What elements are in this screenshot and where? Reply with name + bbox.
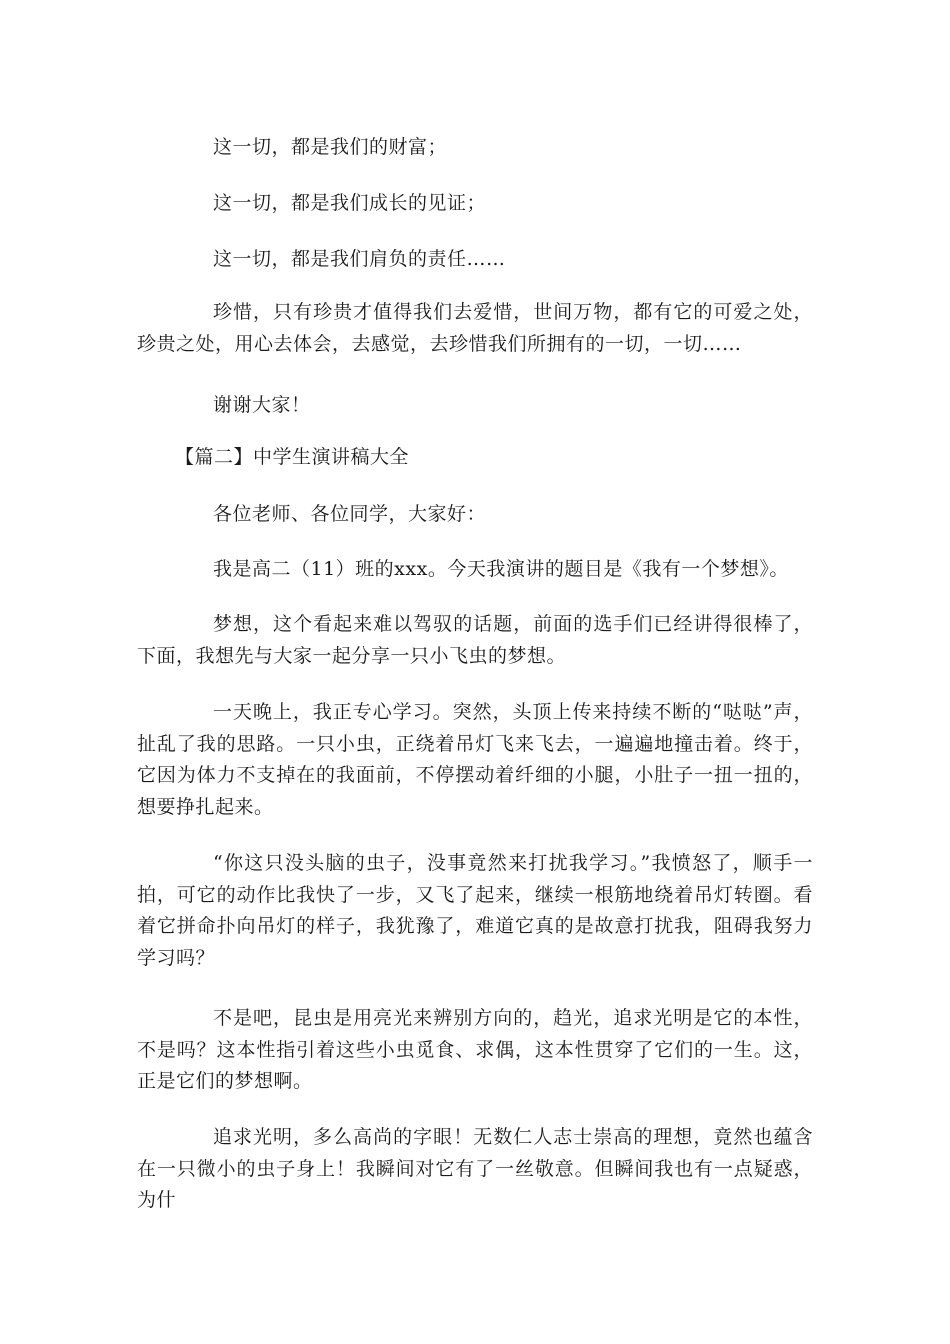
paragraph-cherish: 珍惜，只有珍贵才值得我们去爱惜，世间万物，都有它的可爱之处，珍贵之处，用心去体会，去感觉，去珍惜我们所拥有的一切，一切…… (137, 301, 813, 355)
text-line-wealth: 这一切，都是我们的财富； (213, 136, 448, 158)
text-line-responsibility: 这一切，都是我们肩负的责任…… (213, 248, 506, 270)
intro-line: 我是高二（11）班的xxx。今天我演讲的题目是《我有一个梦想》。 (213, 558, 789, 580)
paragraph-anger: “你这只没头脑的虫子，没事竟然来打扰我学习。”我愤怒了，顺手一拍，可它的动作比我快了一步，又飞了起来，继续一根筋地绕着吊灯转圈。看着它拼命扑向吊灯的样子，我犹豫了，难道它真的是故意打扰我，阻碍我努力学习吗？ (137, 852, 813, 969)
paragraph-pursuit: 追求光明，多么高尚的字眼！无数仁人志士崇高的理想，竟然也蕴含在一只微小的虫子身上！我瞬间对它有了一丝敬意。但瞬间我也有一点疑惑，为什 (137, 1126, 813, 1211)
paragraph-dream: 梦想，这个看起来难以驾驭的话题，前面的选手们已经讲得很棒了，下面，我想先与大家一起分享一只小飞虫的梦想。 (137, 613, 813, 667)
text-line-thanks: 谢谢大家！ (213, 394, 311, 416)
greeting: 各位老师、各位同学，大家好： (213, 503, 487, 525)
section-heading: 【篇二】中学生演讲稿大全 (175, 446, 410, 468)
text-line-growth: 这一切，都是我们成长的见证； (213, 192, 487, 214)
paragraph-light: 不是吧，昆虫是用亮光来辨别方向的，趋光，追求光明是它的本性，不是吗？这本性指引着这些小虫觅食、求偶，这本性贯穿了它们的一生。这，正是它们的梦想啊。 (137, 1007, 813, 1092)
paragraph-night: 一天晚上，我正专心学习。突然，头顶上传来持续不断的“哒哒”声，扯乱了我的思路。一只小虫，正绕着吊灯飞来飞去，一遍遍地撞击着。终于，它因为体力不支掉在的我面前，不停摆动着纤细的小腿，小肚子一扭一扭的，想要挣扎起来。 (137, 701, 813, 818)
